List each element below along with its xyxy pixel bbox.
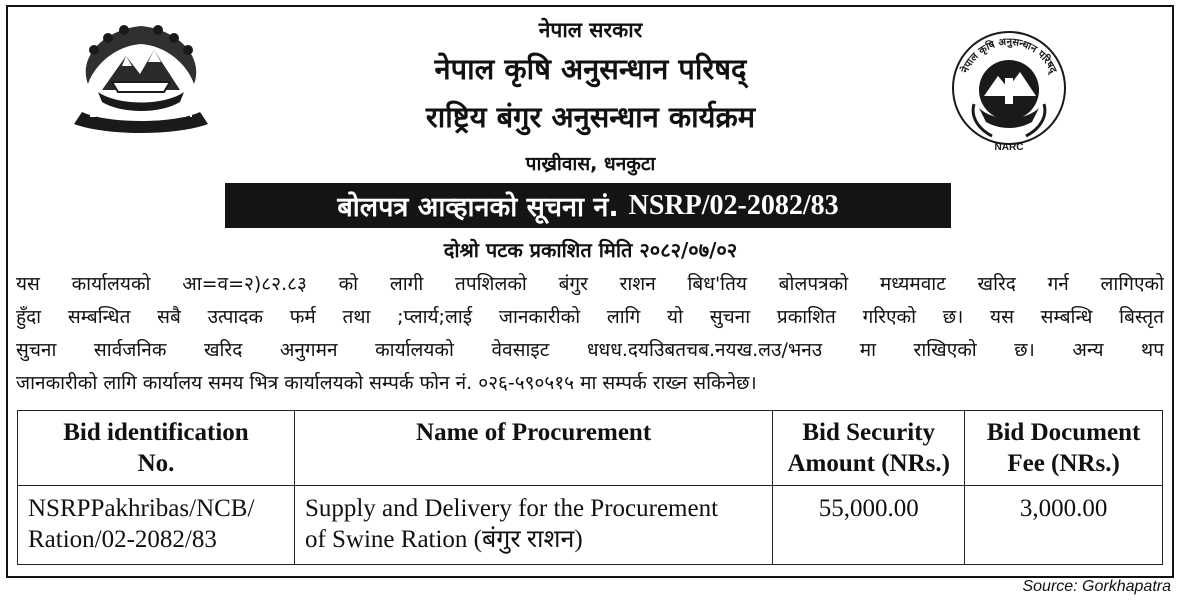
program-heading: राष्ट्रिय बंगुर अनुसन्धान कार्यक्रम xyxy=(425,100,756,134)
notice-banner xyxy=(225,183,951,228)
body-line: जानकारीको लागि कार्यालय समय भित्र कार्यालयको सम्पर्क फोन नं. ०२६-५९०५१५ मा सम्पर्क राख्न सकिनेछ। xyxy=(16,372,757,394)
table-header-row xyxy=(18,411,1163,486)
header-bid-security xyxy=(773,411,965,486)
source-credit: Source: Gorkhapatra xyxy=(1022,578,1171,595)
narc-logo-icon xyxy=(944,26,1074,156)
header-text: Amount (NRs.) xyxy=(787,450,950,477)
header-text: Bid Security xyxy=(802,419,936,446)
body-line: सुचना सार्वजनिक खरिद अनुगमन कार्यालयको वेवसाइट धधध.दयउिबतचब.नयख.लउ/भनउ मा राखिएको छ। अन्य थप xyxy=(16,339,1164,361)
body-line: यस कार्यालयको आ=व=२)८२.८३ को लागी तपशिलको बंगुर राशन बिध'तिय बोलपत्रको मध्यमवाट खरिद गर्न लागिएको xyxy=(16,273,1164,295)
notice-body xyxy=(16,268,1164,400)
header-bid-id xyxy=(18,411,295,486)
header-text: Fee (NRs.) xyxy=(1007,450,1120,477)
header-text: Name of Procurement xyxy=(416,419,652,446)
narc-abbrev: NARC xyxy=(994,142,1024,153)
table-row xyxy=(18,486,1163,565)
procurement-table xyxy=(17,410,1163,565)
narc-arc-text: नेपाल कृषि अनुसन्धान परिषद् xyxy=(959,36,1059,75)
location-heading: पाख्रीवास, धनकुटा xyxy=(525,153,656,175)
cell-text: of Swine Ration (बंगुर राशन) xyxy=(304,526,583,553)
republished-date: दोश्रो पटक प्रकाशित मिति २०८२/०७/०२ xyxy=(443,238,738,262)
cell-text: NSRPPakhribas/NCB/ xyxy=(28,495,255,522)
header-text: Bid identification xyxy=(63,419,249,446)
cell-procurement xyxy=(294,486,772,565)
body-line: हुँदा सम्बन्धित सबै उत्पादक फर्म तथा ;प्लार्य;लाई जानकारीको लागि यो सुचना प्रकाशित गरिएको छ। यस सम्बन्धि बिस्तृत xyxy=(16,306,1164,328)
header-text: No. xyxy=(137,450,175,477)
header-document-fee xyxy=(965,411,1163,486)
council-heading: नेपाल कृषि अनुसन्धान परिषद् xyxy=(434,52,747,86)
header-text: Bid Document xyxy=(986,419,1141,446)
government-heading: नेपाल सरकार xyxy=(538,18,643,42)
cell-document-fee: 3,000.00 xyxy=(965,486,1163,565)
cell-bid-id xyxy=(18,486,295,565)
cell-text: Ration/02-2082/83 xyxy=(28,526,217,553)
header-procurement xyxy=(294,411,772,486)
cell-text: Supply and Delivery for the Procurement xyxy=(304,495,719,522)
notice-reference: NSRP/02-2082/83 xyxy=(628,189,839,221)
notice-title: बोलपत्र आव्हानको सूचना नं. xyxy=(337,192,619,223)
cell-bid-security: 55,000.00 xyxy=(773,486,965,565)
